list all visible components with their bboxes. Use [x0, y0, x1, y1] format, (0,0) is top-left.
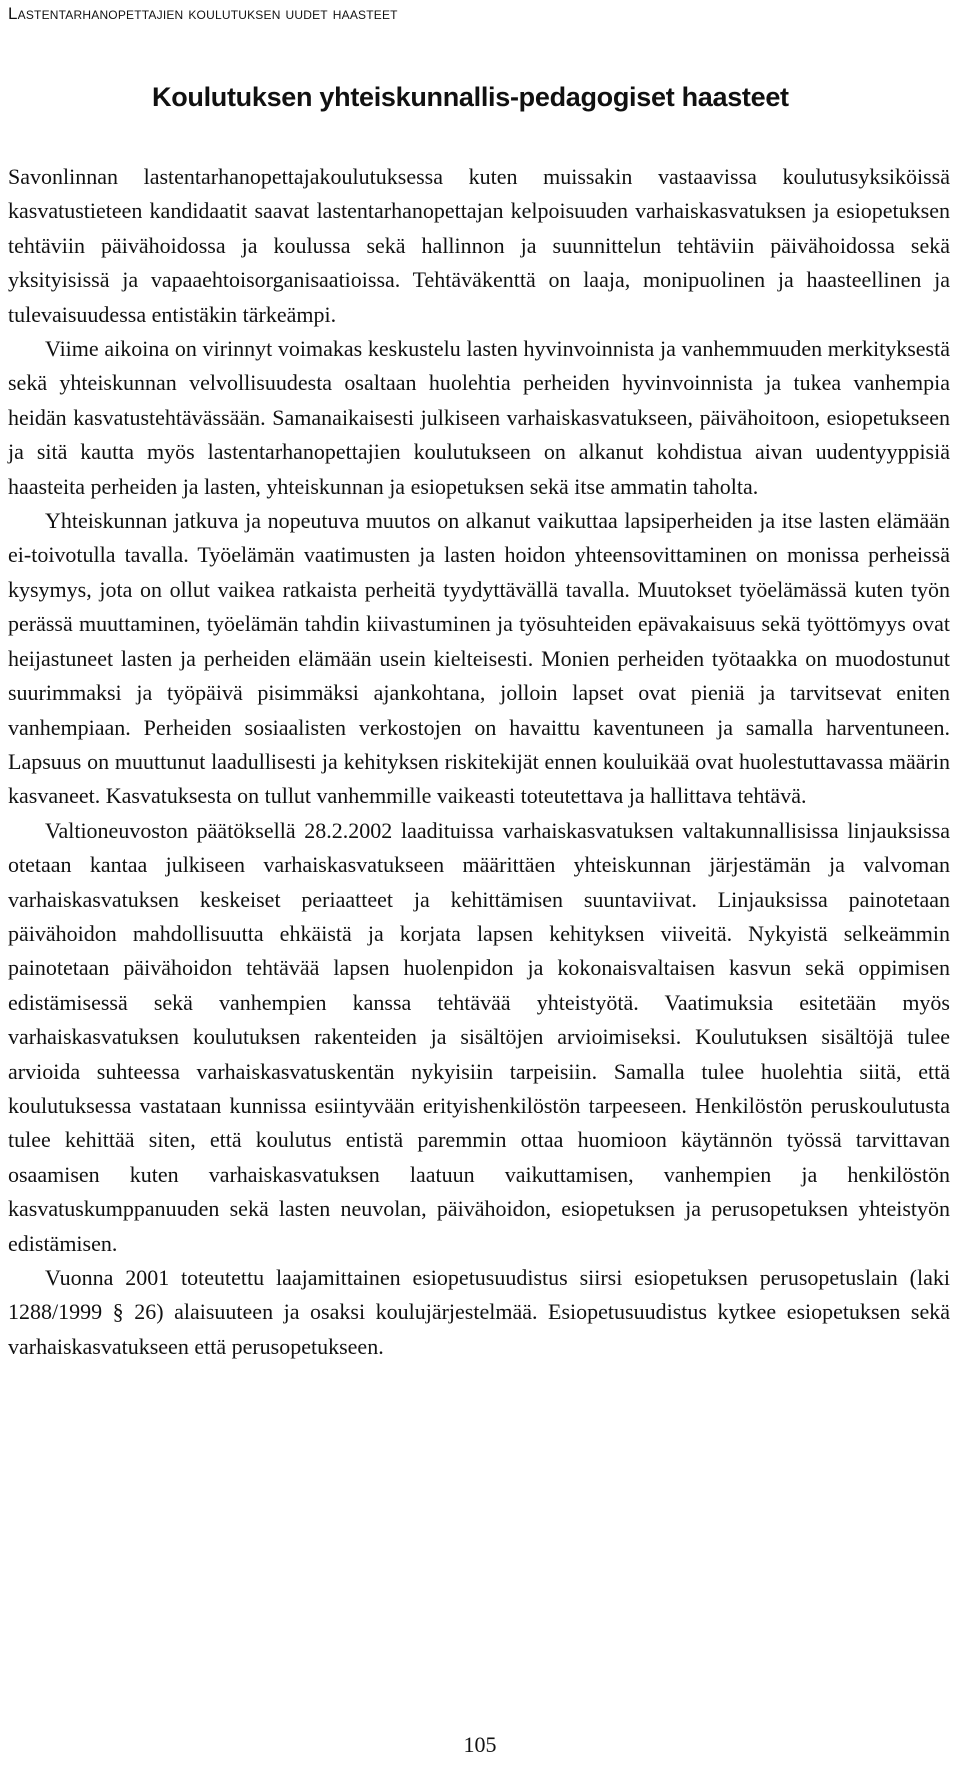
page-number: 105 — [463, 1732, 497, 1757]
paragraph-3: Yhteiskunnan jatkuva ja nopeutuva muutos on alkanut vaikuttaa lapsiperheiden ja itse lasten elämään ei-toivotulla tavalla. Työelämän vaatimusten ja lasten hoidon yhteensovittaminen on monissa perheissä kysymys, jota on ollut vaikea ratkaista perheitä tyydyttävällä tavalla. Muutokset työelämässä kuten työn perässä muuttaminen, työelämän tahdin kiivastuminen ja työsuhteiden epävakaisuus sekä työttömyys ovat heijastuneet lasten ja perheiden elämään usein kielteisesti. Monien perheiden työtaakka on muodostunut suurimmaksi ja työpäivä pisimmäksi ajankohtana, jolloin lapset ovat pieniä ja tarvitsevat eniten vanhempiaan. Perheiden sosiaalisten verkostojen on havaittu kaventuneen ja samalla harventuneen. Lapsuus on muuttunut laadullisesti ja kehityksen riskitekijät ennen kouluikää ovat huolestuttavassa määrin kasvaneet. Kasvatuksesta on tullut vanhemmille vaikeasti toteutettava ja hallittava tehtävä. — [8, 508, 950, 809]
paragraph-2: Viime aikoina on virinnyt voimakas keskustelu lasten hyvinvoinnista ja vanhemmuuden merkityksestä sekä yhteiskunnan velvollisuudesta osaltaan huolehtia perheiden hyvinvoinnista ja tukea vanhempia heidän kasvatustehtävässään. Samanaikaisesti julkiseen varhaiskasvatukseen, päivähoitoon, esiopetukseen ja sitä kautta myös lastentarhanopettajien koulutukseen on alkanut kohdistua aivan uudentyyppisiä haasteita perheiden ja lasten, yhteiskunnan ja esiopetuksen sekä itse ammatin taholta. — [8, 336, 950, 499]
body-text — [8, 160, 950, 1364]
section-title: Koulutuksen yhteiskunnallis-pedagogiset haasteet — [152, 82, 789, 112]
running-header: Lastentarhanopettajien koulutuksen uudet haasteet — [8, 4, 398, 23]
paragraph-1: Savonlinnan lastentarhanopettajakoulutuksessa kuten muissakin vastaavissa koulutusyksiköissä kasvatustieteen kandidaatit saavat lastentarhanopettajan kelpoisuuden varhaiskasvatuksen ja esiopetuksen tehtäviin päivähoidossa ja koulussa sekä hallinnon ja suunnittelun tehtäviin päivähoidossa sekä yksityisissä ja vapaaehtoisorganisaatioissa. Tehtäväkenttä on laaja, monipuolinen ja haasteellinen ja tulevaisuudessa entistäkin tärkeämpi. — [8, 164, 950, 327]
paragraph-4: Valtioneuvoston päätöksellä 28.2.2002 laadituissa varhaiskasvatuksen valtakunnallisissa linjauksissa otetaan kantaa julkiseen varhaiskasvatukseen määrittäen yhteiskunnan järjestämän ja valvoman varhaiskasvatuksen keskeiset periaatteet ja kehittämisen suuntaviivat. Linjauksissa painotetaan päivähoidon mahdollisuutta ehkäistä ja korjata lapsen kehityksen viiveitä. Nykyistä selkeämmin painotetaan päivähoidon tehtävää lapsen huolenpidon ja kokonaisvaltaisen kasvun sekä oppimisen edistämisessä sekä vanhempien kanssa tehtävää yhteistyötä. Vaatimuksia esitetään myös varhaiskasvatuksen koulutuksen rakenteiden ja sisältöjen arvioimiseksi. Koulutuksen sisältöjä tulee arvioida suhteessa varhaiskasvatuskentän nykyisiin tarpeisiin. Samalla tulee huolehtia siitä, että koulutuksessa vastataan kunnissa esiintyvään erityishenkilöstön tarpeeseen. Henkilöstön peruskoulutusta tulee kehittää siten, että koulutus entistä paremmin ottaa huomioon käytännön työssä tarvittavan osaamisen kuten varhaiskasvatuksen laatuun vaikuttamisen, vanhempien ja henkilöstön kasvatuskumppanuuden sekä lasten neuvolan, päivähoidon, esiopetuksen ja perusopetuksen yhteistyön edistämisen. — [8, 817, 950, 1256]
paragraph-5: Vuonna 2001 toteutettu laajamittainen esiopetusuudistus siirsi esiopetuksen perusopetuslain (laki 1288/1999 § 26) alaisuuteen ja osaksi koulujärjestelmää. Esiopetusuudistus kytkee esiopetuksen sekä varhaiskasvatukseen että perusopetukseen. — [8, 1265, 950, 1359]
